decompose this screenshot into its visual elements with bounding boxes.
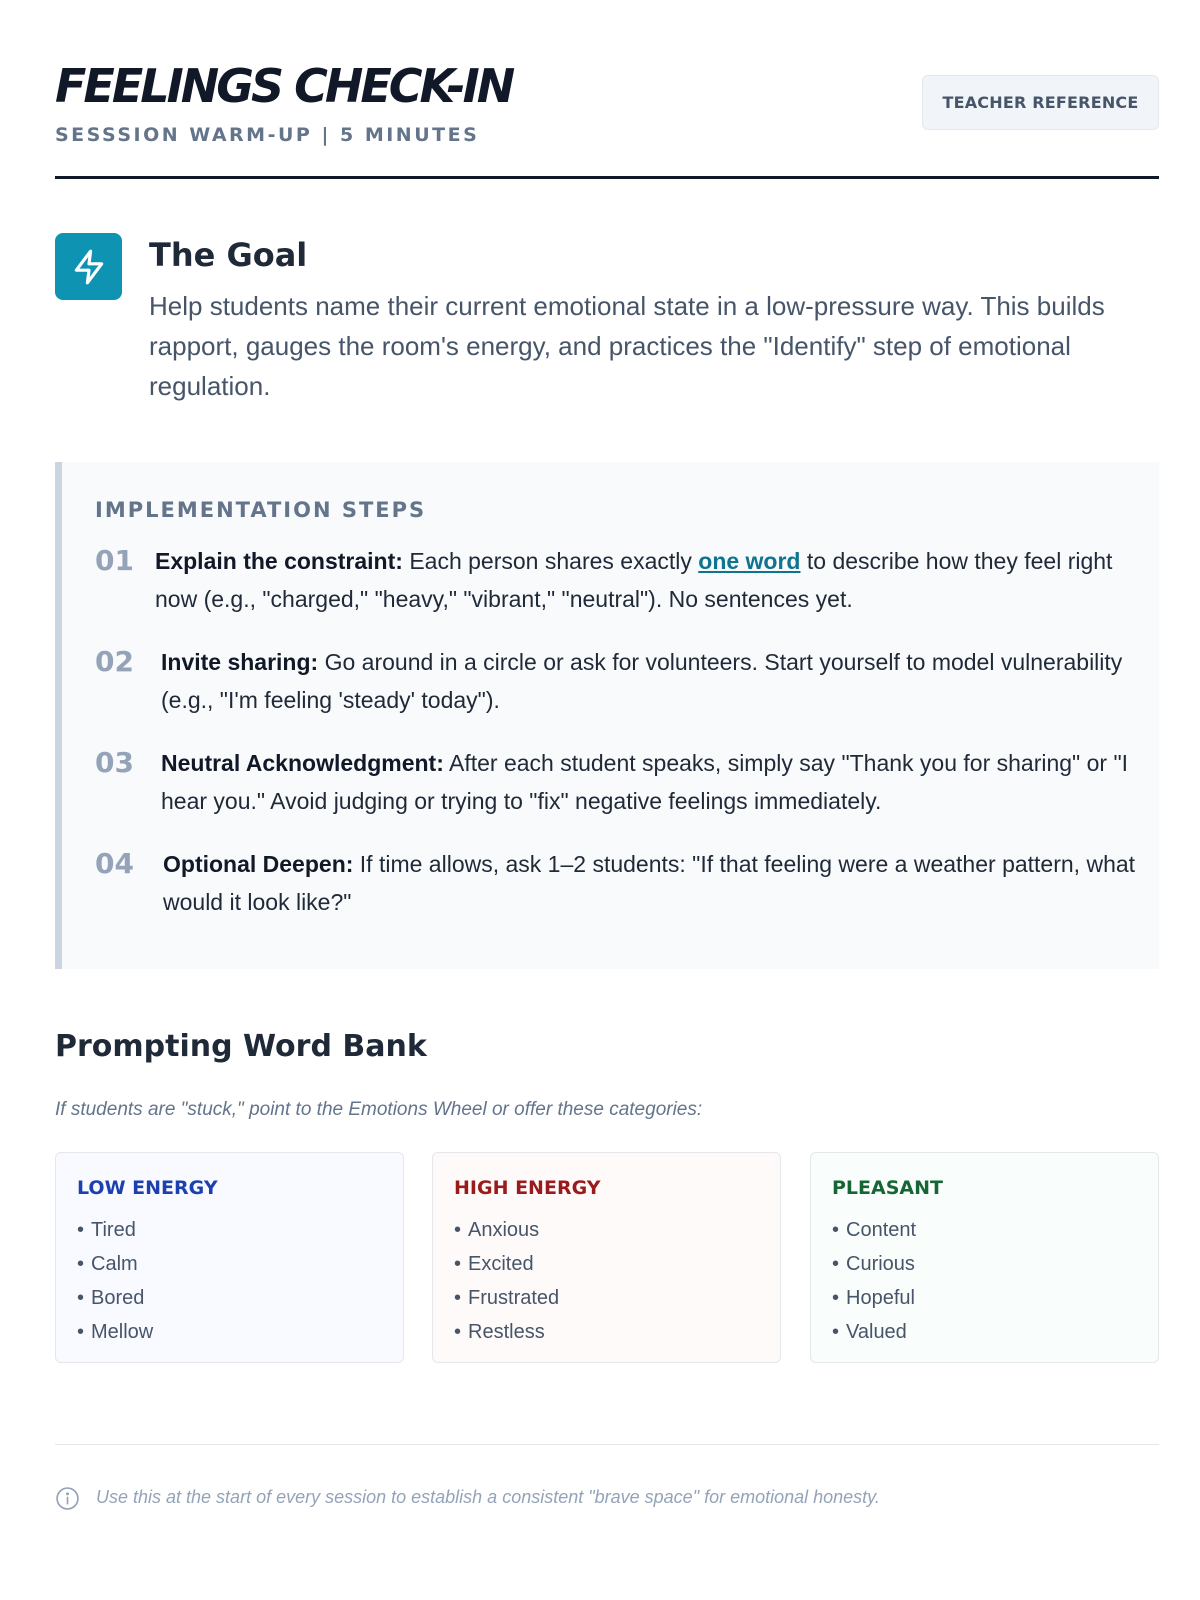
word-item: • Bored — [77, 1281, 153, 1315]
category-title: HIGH ENERGY — [454, 1177, 601, 1199]
steps-heading: IMPLEMENTATION STEPS — [95, 498, 427, 522]
page — [55, 0, 1159, 1600]
word-item: • Mellow — [77, 1315, 153, 1349]
category-card-low-energy — [55, 1152, 404, 1363]
step-text — [155, 542, 1140, 618]
category-card-pleasant — [810, 1152, 1159, 1363]
step-text — [161, 643, 1146, 719]
word-bank-title: Prompting Word Bank — [55, 1029, 427, 1064]
goal-description: Help students name their current emotional state in a low-pressure way. This builds rapport, gauges the room's energy, and practices the "Identify" step of emotional regulation. — [149, 291, 1105, 401]
step-body: After each student speaks, simply say "Thank you for sharing" or "I hear you." Avoid judging or trying to "fix" negative feelings immediately. — [161, 750, 1129, 814]
word-item: • Anxious — [454, 1213, 559, 1247]
step-label: Explain the constraint: — [155, 548, 403, 574]
header — [55, 55, 1159, 179]
step-number: 04 — [95, 847, 134, 880]
word-item: • Content — [832, 1213, 916, 1247]
word-item: • Restless — [454, 1315, 559, 1349]
word-item: • Calm — [77, 1247, 153, 1281]
lightning-bolt-icon — [55, 233, 122, 300]
step-number: 01 — [95, 544, 134, 577]
step-body: If time allows, ask 1–2 students: "If that feeling were a weather pattern, what would it look like?" — [163, 851, 1136, 915]
word-item: • Excited — [454, 1247, 559, 1281]
step-text — [161, 744, 1146, 820]
word-item: • Frustrated — [454, 1281, 559, 1315]
word-bank-note: If students are "stuck," point to the Emotions Wheel or offer these categories: — [55, 1099, 703, 1120]
word-item: • Valued — [832, 1315, 916, 1349]
goal-title: The Goal — [149, 236, 308, 274]
step-text — [163, 845, 1148, 921]
step-label: Optional Deepen: — [163, 851, 354, 877]
step-label: Neutral Acknowledgment: — [161, 750, 444, 776]
footer-divider — [55, 1444, 1159, 1445]
step-label: Invite sharing: — [161, 649, 319, 675]
footer-note: Use this at the start of every session to establish a consistent "brave space" for emotional honesty. — [96, 1487, 880, 1507]
word-item: • Hopeful — [832, 1281, 916, 1315]
step-number: 03 — [95, 746, 134, 779]
keyword-link[interactable]: one word — [698, 548, 801, 574]
word-item: • Tired — [77, 1213, 153, 1247]
info-circle-icon — [55, 1486, 80, 1511]
word-list — [454, 1213, 559, 1349]
step-body-continued: to describe how they feel right now (e.g., "charged," "heavy," "vibrant," "neutral"). No sentences yet. — [155, 548, 1113, 612]
implementation-steps-panel — [55, 462, 1159, 969]
page-subtitle: SESSSION WARM-UP | 5 MINUTES — [55, 124, 480, 146]
page-title: FEELINGS CHECK-IN — [55, 59, 513, 113]
word-list — [77, 1213, 153, 1349]
word-item: • Curious — [832, 1247, 916, 1281]
word-list — [832, 1213, 916, 1349]
category-title: PLEASANT — [832, 1177, 943, 1199]
category-title: LOW ENERGY — [77, 1177, 218, 1199]
step-number: 02 — [95, 645, 134, 678]
step-body: Go around in a circle or ask for volunteers. Start yourself to model vulnerability (e.g., "I'm feeling 'steady' today"). — [161, 649, 1123, 713]
step-body: Each person shares exactly — [402, 548, 699, 574]
category-card-high-energy — [432, 1152, 781, 1363]
teacher-reference-badge: TEACHER REFERENCE — [922, 75, 1159, 130]
